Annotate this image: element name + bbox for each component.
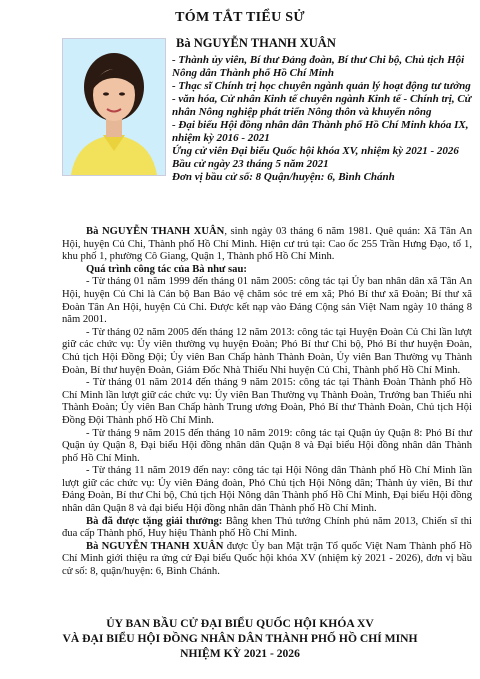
intro-paragraph [62, 226, 472, 264]
awards-paragraph [62, 516, 472, 541]
awards-text: Bằng khen Thủ tướng Chính phủ năm 2013, Chiến sĩ thi đua cấp Thành phố, Huy hiệu Thành phố Hồ Chí Minh. [62, 515, 472, 540]
footer-line: VÀ ĐẠI BIỂU HỘI ĐỒNG NHÂN DÂN THÀNH PHỐ HỒ CHÍ MINH [62, 632, 418, 645]
nomination-text: được Ủy ban Mặt trận Tổ quốc Việt Nam Thành phố Hồ Chí Minh giới thiệu ra ứng cử Đại biểu Quốc hội khóa XV (nhiệm kỳ 2021 - 2026), đơn vị bầu cử số: 8, quận/huyện: 6, Bình Chánh. [62, 540, 472, 578]
summary-bullet: - Thành ủy viên, Bí thư Đảng đoàn, Bí thư Chi bộ, Chủ tịch Hội Nông dân Thành phố Hồ Chí Minh [172, 54, 465, 79]
election-day: Bầu cử ngày 23 tháng 5 năm 2021 [172, 158, 329, 170]
nomination-name: Bà NGUYỄN THANH XUÂN [86, 540, 224, 552]
footer-line: ỦY BAN BẦU CỬ ĐẠI BIỂU QUỐC HỘI KHÓA XV [106, 617, 374, 630]
person-name [176, 36, 336, 51]
career-item: - Từ tháng 11 năm 2019 đến nay: công tác tại Hội Nông dân Thành phố Hồ Chí Minh lần lượt giữ các chức vụ: Ủy viên Đảng đoàn, Phó Chủ tịch Hội Nông dân; Thành ủy viên, Bí thư Đảng Đoàn, Bí thư Chi bộ, Chủ tịch Hội Nông dân Thành phố Hồ Chí Minh, Đại biểu Hội đồng nhân dân Quận 8 và đại biểu Hội đồng nhân dân Thành phố Hồ Chí Minh. [62, 465, 472, 515]
person-name-text: NGUYỄN THANH XUÂN [193, 36, 336, 50]
page-title: TÓM TẮT TIỂU SỬ [175, 10, 305, 25]
portrait-icon [63, 39, 165, 175]
portrait-photo [62, 38, 166, 176]
biography-body [62, 226, 472, 579]
electoral-unit: Đơn vị bầu cử số: 8 Quận/huyện: 6, Bình Chánh [172, 171, 395, 183]
intro-text: , sinh ngày 03 tháng 6 năm 1981. Quê quán: Xã Tân An Hội, huyện Củ Chi, Thành phố Hồ Chí Minh. Hiện cư trú tại: Cao ốc 255 Trần Hưng Đạo, tổ 1, khu phố 1, phường Cô Giang, Quận 1, Thành phố Hồ Chí Minh. [62, 226, 472, 263]
summary-bullet: - Thạc sĩ Chính trị học chuyên ngành quản lý hoạt động tư tưởng - văn hóa, Cử nhân Kinh tế chuyên ngành Kinh tế - Chính trị, Cử nhân Nông nghiệp phát triển Nông thôn và khuyến nông [172, 80, 472, 118]
issuer-footer [0, 616, 480, 661]
career-item: - Từ tháng 01 năm 1999 đến tháng 01 năm 2005: công tác tại Ủy ban nhân dân xã Tân An Hội, huyện Củ Chi là Cán bộ Ban Bảo vệ chăm sóc trẻ em xã; Phó Bí thư xã Đoàn; Bí thư xã Đoàn Tân An Hội, huyện Củ Chi. Được kết nạp vào Đảng Cộng sản Việt Nam ngày 10 tháng 8 năm 2001. [62, 276, 472, 326]
person-summary [172, 54, 472, 184]
nomination-paragraph [62, 541, 472, 579]
intro-name: Bà NGUYỄN THANH XUÂN [86, 226, 225, 237]
awards-label: Bà đã được tặng giải thưởng: [86, 515, 223, 527]
footer-line: NHIỆM KỲ 2021 - 2026 [180, 647, 300, 660]
career-item: - Từ tháng 9 năm 2015 đến tháng 10 năm 2019: công tác tại Quận ủy Quận 8: Phó Bí thư Quận ủy Quận 8, Đại biểu Hội đồng nhân dân Quận 8 và Đại biểu Hội đồng nhân dân Thành phố Hồ Chí Minh. [62, 427, 472, 464]
career-heading: Quá trình công tác của Bà như sau: [86, 263, 247, 275]
candidate-line: Ứng cử viên Đại biểu Quốc hội khóa XV, nhiệm kỳ 2021 - 2026 [172, 145, 459, 157]
summary-bullet: - Đại biểu Hội đồng nhân dân Thành phố Hồ Chí Minh khóa IX, nhiệm kỳ 2016 - 2021 [172, 119, 469, 144]
career-item: - Từ tháng 01 năm 2014 đến tháng 9 năm 2015: công tác tại Thành Đoàn Thành phố Hồ Chí Minh lần lượt giữ các chức vụ: Ủy viên Ban Thường vụ Thành Đoàn, Trưởng ban Thiếu nhi Thành Đoàn; Ủy viên Ban Chấp hành Trung ương Đoàn, Phó Bí thư Thành Đoàn, Chủ tịch Hội Đồng Đội Thành phố Hồ Chí Minh. [62, 377, 472, 426]
person-prefix: Bà [176, 36, 191, 50]
career-item: - Từ tháng 02 năm 2005 đến tháng 12 năm 2013: công tác tại Huyện Đoàn Củ Chi lần lượt giữ các chức vụ: Ủy viên thường vụ huyện Đoàn; Phó Bí thư Chi bộ, Phó Bí thư huyện Đoàn, Chủ tịch Hội Đồng Đội; Ủy viên Ban Chấp hành Thành Đoàn, Ủy viên Ban Thường vụ Thành Đoàn, Bí thư huyện Đoàn, Giám Đốc Nhà Thiếu Nhi huyện Củ Chi, Thành phố Hồ Chí Minh. [62, 326, 472, 376]
